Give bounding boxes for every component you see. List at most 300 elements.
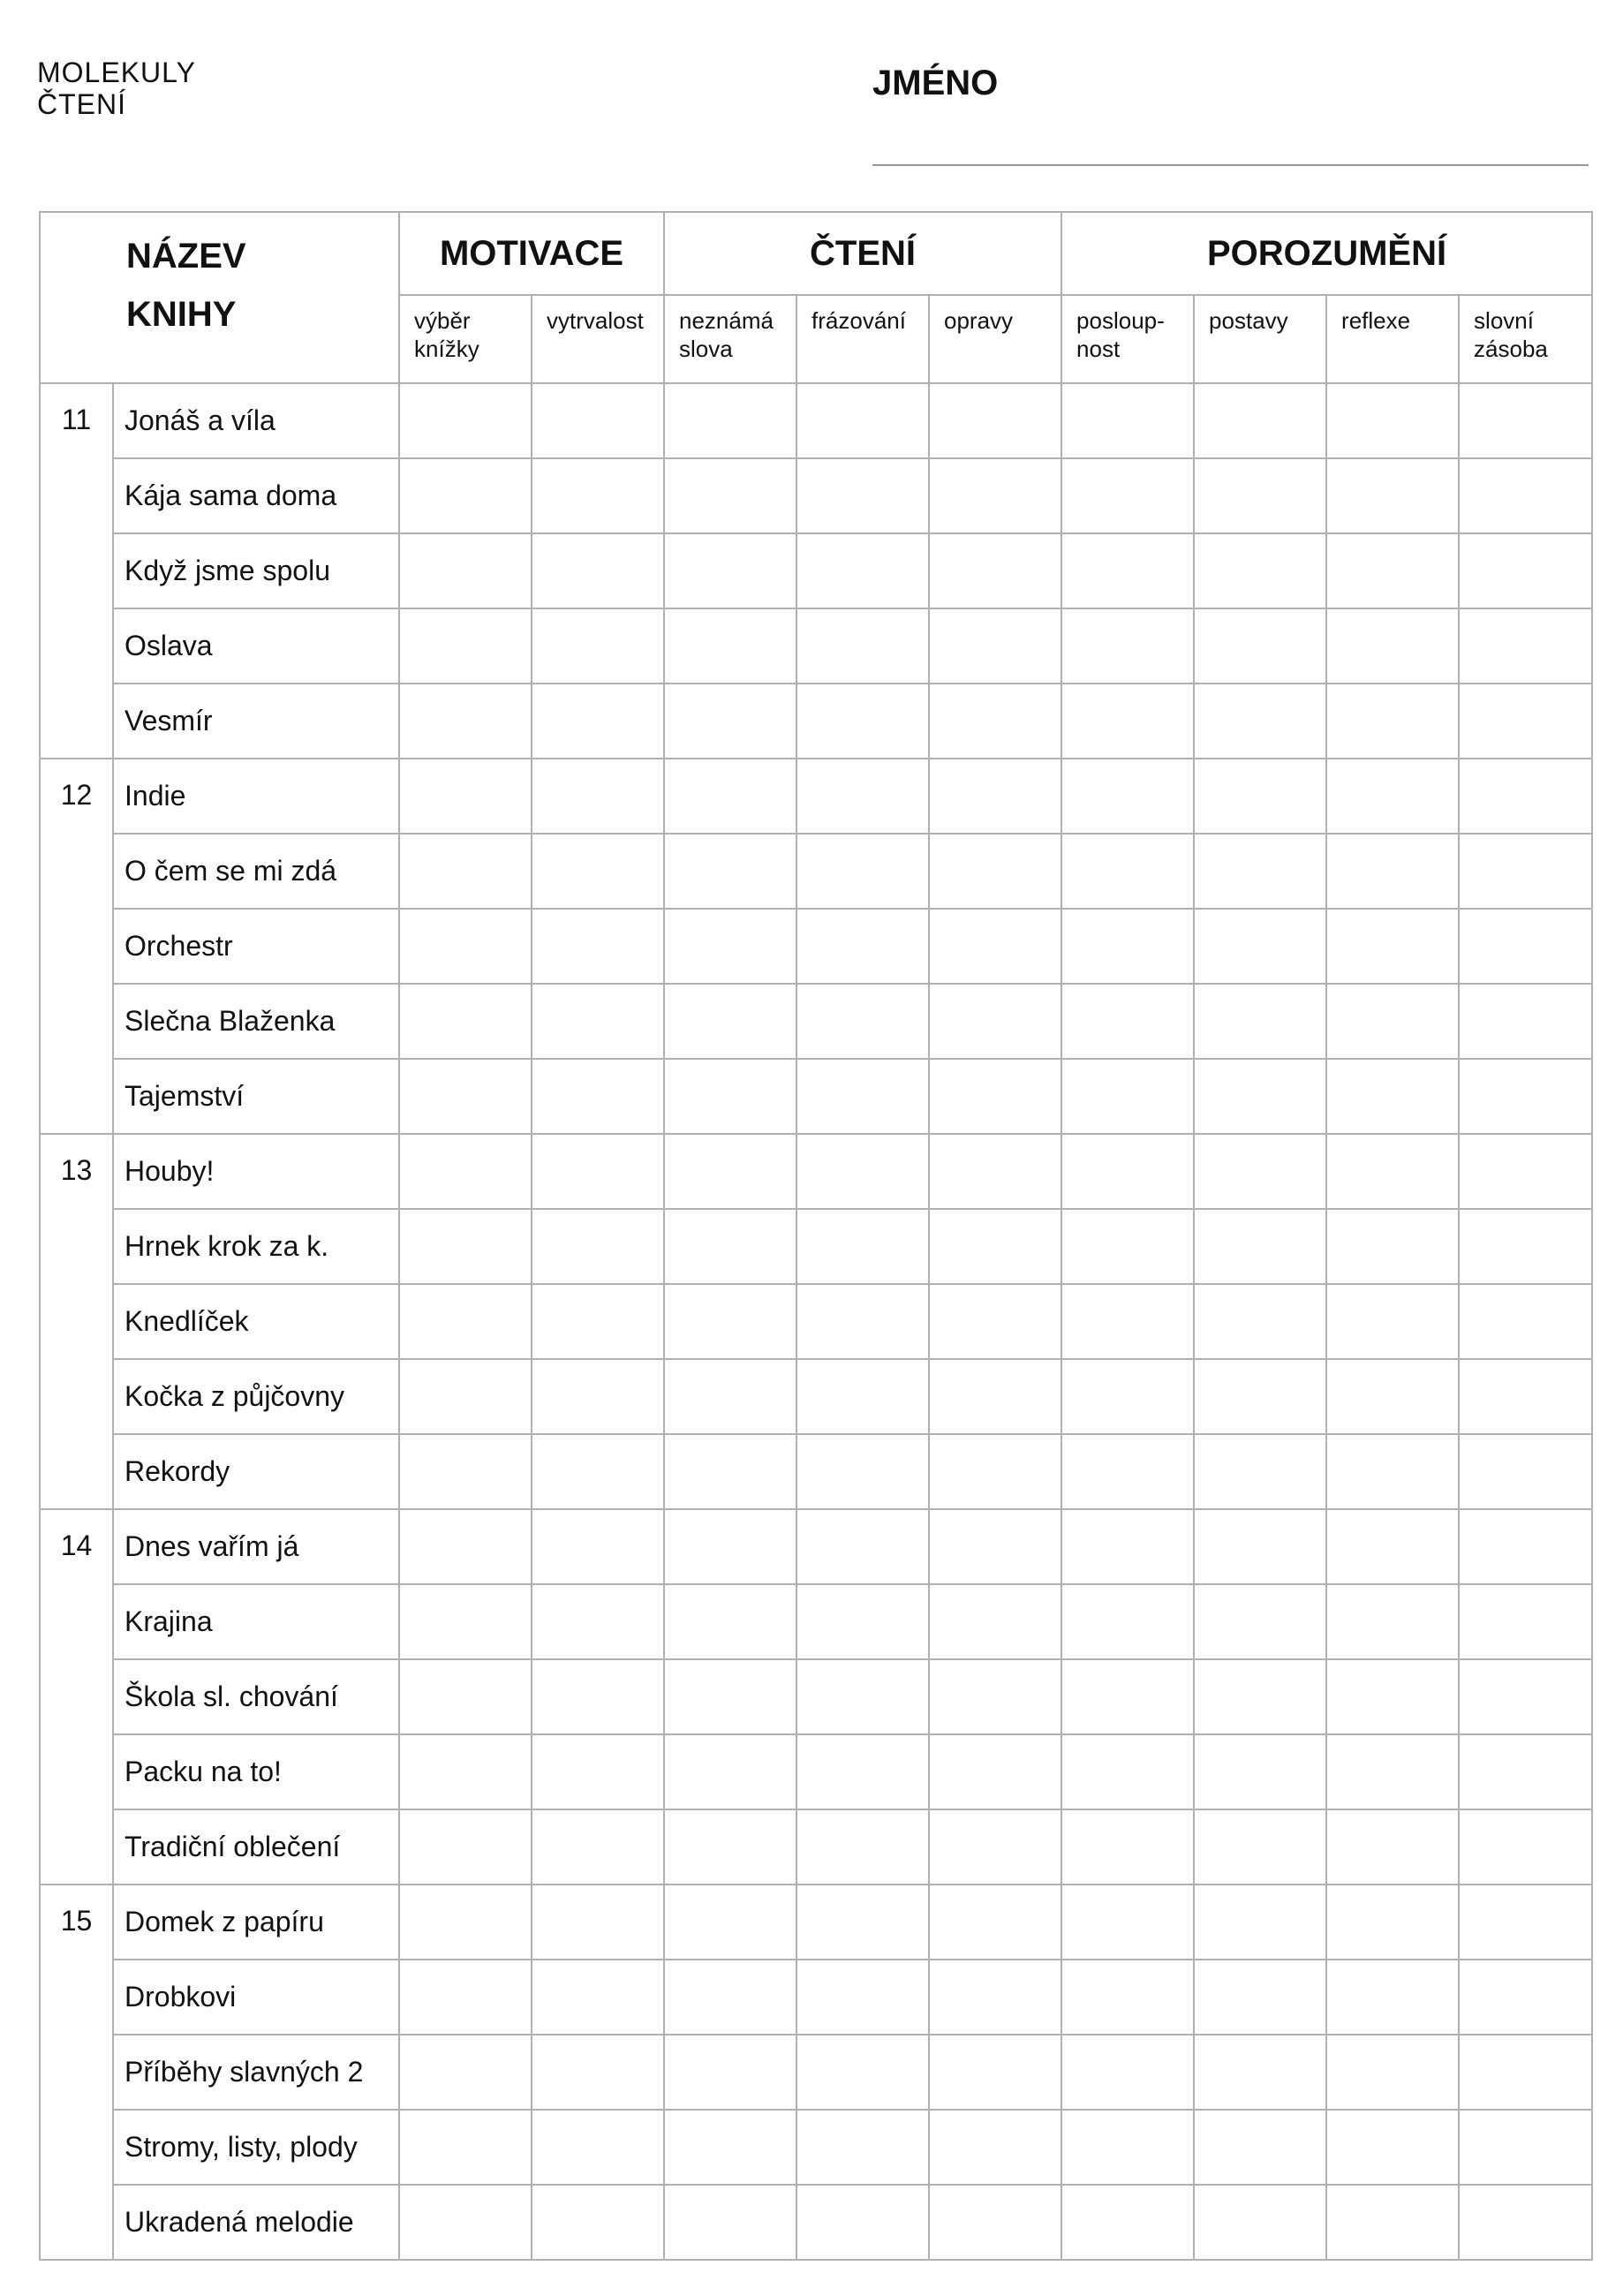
rating-cell[interactable]: [929, 2035, 1061, 2110]
rating-cell[interactable]: [664, 1059, 796, 1134]
rating-cell[interactable]: [796, 383, 929, 458]
rating-cell[interactable]: [399, 2035, 532, 2110]
book-title: Škola sl. chování: [113, 1659, 399, 1734]
book-title: Knedlíček: [113, 1284, 399, 1359]
rating-cell[interactable]: [1326, 1059, 1459, 1134]
rating-cell[interactable]: [532, 2035, 664, 2110]
rating-cell[interactable]: [1061, 1884, 1194, 1960]
rating-cell[interactable]: [796, 1734, 929, 1809]
column-header: posloup- nost: [1061, 295, 1194, 383]
rating-cell[interactable]: [399, 1509, 532, 1584]
book-title: Tajemství: [113, 1059, 399, 1134]
book-title: Drobkovi: [113, 1960, 399, 2035]
table-row: [40, 1434, 1592, 1509]
rating-cell[interactable]: [796, 759, 929, 834]
column-header: vytrvalost: [532, 295, 664, 383]
rating-cell[interactable]: [796, 834, 929, 909]
table-row: [40, 533, 1592, 608]
rating-cell[interactable]: [399, 458, 532, 533]
unit-number: 11: [40, 383, 113, 759]
rating-cell[interactable]: [1326, 1509, 1459, 1584]
table-row: [40, 834, 1592, 909]
rating-cell[interactable]: [664, 984, 796, 1059]
rating-cell[interactable]: [796, 1884, 929, 1960]
logo-line-2: ČTENÍ: [37, 88, 126, 120]
book-title: Orchestr: [113, 909, 399, 984]
book-title: Rekordy: [113, 1434, 399, 1509]
rating-cell[interactable]: [1459, 1434, 1592, 1509]
table-row: [40, 458, 1592, 533]
rating-cell[interactable]: [1326, 1434, 1459, 1509]
rating-cell[interactable]: [929, 759, 1061, 834]
rating-cell[interactable]: [929, 1659, 1061, 1734]
rating-cell[interactable]: [532, 1584, 664, 1659]
rating-cell[interactable]: [532, 1059, 664, 1134]
rating-cell[interactable]: [664, 1734, 796, 1809]
table-row: [40, 1884, 1592, 1960]
rating-cell[interactable]: [1061, 1509, 1194, 1584]
book-title: Když jsme spolu: [113, 533, 399, 608]
rating-cell[interactable]: [1459, 1659, 1592, 1734]
rating-cell[interactable]: [532, 458, 664, 533]
rating-cell[interactable]: [399, 1960, 532, 2035]
rating-cell[interactable]: [1061, 2035, 1194, 2110]
rating-cell[interactable]: [664, 1359, 796, 1434]
book-title: Kája sama doma: [113, 458, 399, 533]
rating-cell[interactable]: [532, 909, 664, 984]
rating-cell[interactable]: [664, 1284, 796, 1359]
rating-cell[interactable]: [532, 1359, 664, 1434]
rating-cell[interactable]: [664, 1659, 796, 1734]
rating-cell[interactable]: [399, 759, 532, 834]
rating-cell[interactable]: [664, 1884, 796, 1960]
book-title: Příběhy slavných 2: [113, 2035, 399, 2110]
rating-cell[interactable]: [929, 1584, 1061, 1659]
rating-cell[interactable]: [399, 2110, 532, 2185]
book-title: Stromy, listy, plody: [113, 2110, 399, 2185]
rating-cell[interactable]: [1061, 383, 1194, 458]
rating-cell[interactable]: [1459, 1209, 1592, 1284]
logo: [37, 57, 196, 120]
rating-cell[interactable]: [929, 458, 1061, 533]
table-row: [40, 684, 1592, 759]
rating-cell[interactable]: [1459, 2035, 1592, 2110]
book-title-header-line-1: NÁZEV: [126, 237, 246, 276]
rating-cell[interactable]: [1459, 1059, 1592, 1134]
rating-cell[interactable]: [1061, 1584, 1194, 1659]
table-row: [40, 984, 1592, 1059]
rating-cell[interactable]: [796, 1960, 929, 2035]
unit-number: 14: [40, 1509, 113, 1884]
rating-cell[interactable]: [1061, 2185, 1194, 2260]
rating-cell[interactable]: [664, 2035, 796, 2110]
rating-cell[interactable]: [532, 684, 664, 759]
rating-cell[interactable]: [1459, 458, 1592, 533]
rating-cell[interactable]: [929, 1209, 1061, 1284]
rating-cell[interactable]: [929, 2110, 1061, 2185]
rating-cell[interactable]: [664, 2185, 796, 2260]
rating-cell[interactable]: [796, 1059, 929, 1134]
rating-cell[interactable]: [1459, 1134, 1592, 1209]
rating-cell[interactable]: [1326, 984, 1459, 1059]
table-row: [40, 1359, 1592, 1434]
table-row: [40, 383, 1592, 458]
rating-cell[interactable]: [664, 2110, 796, 2185]
rating-cell[interactable]: [796, 984, 929, 1059]
rating-cell[interactable]: [1326, 1209, 1459, 1284]
rating-cell[interactable]: [1061, 1134, 1194, 1209]
rating-cell[interactable]: [1459, 909, 1592, 984]
table-row: [40, 2035, 1592, 2110]
rating-cell[interactable]: [929, 1434, 1061, 1509]
table-row: [40, 1059, 1592, 1134]
rating-cell[interactable]: [532, 2110, 664, 2185]
rating-cell[interactable]: [929, 1134, 1061, 1209]
rating-cell[interactable]: [532, 1884, 664, 1960]
book-title-header-line-2: KNIHY: [126, 295, 237, 334]
rating-cell[interactable]: [399, 1359, 532, 1434]
group-header-cteni: ČTENÍ: [664, 212, 1061, 295]
rating-cell[interactable]: [796, 2035, 929, 2110]
rating-cell[interactable]: [796, 1134, 929, 1209]
rating-cell[interactable]: [532, 984, 664, 1059]
rating-cell[interactable]: [1326, 2185, 1459, 2260]
rating-cell[interactable]: [664, 1134, 796, 1209]
rating-cell[interactable]: [1061, 1359, 1194, 1434]
rating-cell[interactable]: [1194, 2185, 1326, 2260]
rating-cell[interactable]: [929, 984, 1061, 1059]
rating-cell[interactable]: [1459, 2110, 1592, 2185]
table-row: [40, 1809, 1592, 1884]
rating-cell[interactable]: [796, 1434, 929, 1509]
rating-cell[interactable]: [796, 1659, 929, 1734]
column-header: frázování: [796, 295, 929, 383]
rating-cell[interactable]: [1459, 1960, 1592, 2035]
rating-cell[interactable]: [929, 1884, 1061, 1960]
rating-cell[interactable]: [399, 1659, 532, 1734]
rating-cell[interactable]: [796, 458, 929, 533]
rating-cell[interactable]: [1061, 1809, 1194, 1884]
rating-cell[interactable]: [1061, 759, 1194, 834]
rating-cell[interactable]: [664, 1960, 796, 2035]
rating-cell[interactable]: [1326, 684, 1459, 759]
rating-cell[interactable]: [1061, 1059, 1194, 1134]
rating-cell[interactable]: [1326, 1284, 1459, 1359]
book-title: Vesmír: [113, 684, 399, 759]
rating-cell[interactable]: [1061, 984, 1194, 1059]
rating-cell[interactable]: [1194, 1809, 1326, 1884]
rating-cell[interactable]: [399, 684, 532, 759]
rating-cell[interactable]: [929, 1809, 1061, 1884]
rating-cell[interactable]: [1194, 1884, 1326, 1960]
rating-cell[interactable]: [1459, 1584, 1592, 1659]
rating-cell[interactable]: [1061, 1734, 1194, 1809]
group-header-porozumeni: POROZUMĚNÍ: [1061, 212, 1592, 295]
rating-cell[interactable]: [399, 1434, 532, 1509]
book-title: Packu na to!: [113, 1734, 399, 1809]
rating-cell[interactable]: [929, 1734, 1061, 1809]
table-row: [40, 1509, 1592, 1584]
book-title: Dnes vařím já: [113, 1509, 399, 1584]
rating-cell[interactable]: [532, 533, 664, 608]
rating-cell[interactable]: [1061, 533, 1194, 608]
rating-cell[interactable]: [1194, 1284, 1326, 1359]
rating-cell[interactable]: [1459, 759, 1592, 834]
rating-cell[interactable]: [929, 533, 1061, 608]
rating-cell[interactable]: [1194, 533, 1326, 608]
rating-cell[interactable]: [1194, 458, 1326, 533]
rating-cell[interactable]: [1326, 1359, 1459, 1434]
rating-cell[interactable]: [1459, 1809, 1592, 1884]
group-header-motivace: MOTIVACE: [399, 212, 664, 295]
rating-cell[interactable]: [1459, 834, 1592, 909]
rating-cell[interactable]: [1194, 909, 1326, 984]
rating-cell[interactable]: [1326, 2110, 1459, 2185]
rating-cell[interactable]: [664, 1809, 796, 1884]
rating-cell[interactable]: [532, 1134, 664, 1209]
rating-cell[interactable]: [1459, 984, 1592, 1059]
rating-cell[interactable]: [399, 1059, 532, 1134]
rating-cell[interactable]: [929, 1284, 1061, 1359]
rating-cell[interactable]: [929, 383, 1061, 458]
rating-cell[interactable]: [1194, 1960, 1326, 2035]
logo-line-1: MOLEKULY: [37, 57, 196, 88]
rating-cell[interactable]: [1194, 1659, 1326, 1734]
name-label: JMÉNO: [872, 64, 999, 102]
column-header: reflexe: [1326, 295, 1459, 383]
rating-cell[interactable]: [399, 1134, 532, 1209]
rating-cell[interactable]: [1459, 533, 1592, 608]
rating-cell[interactable]: [532, 1659, 664, 1734]
book-title: Houby!: [113, 1134, 399, 1209]
rating-cell[interactable]: [1326, 1884, 1459, 1960]
rating-cell[interactable]: [796, 909, 929, 984]
rating-cell[interactable]: [532, 759, 664, 834]
table-row: [40, 1659, 1592, 1734]
rating-cell[interactable]: [1061, 684, 1194, 759]
rating-cell[interactable]: [796, 684, 929, 759]
rating-cell[interactable]: [664, 759, 796, 834]
rating-cell[interactable]: [399, 383, 532, 458]
name-input-line[interactable]: [872, 164, 1589, 166]
rating-cell[interactable]: [532, 1209, 664, 1284]
rating-cell[interactable]: [929, 1059, 1061, 1134]
rating-cell[interactable]: [1326, 2035, 1459, 2110]
rating-cell[interactable]: [664, 1509, 796, 1584]
column-header: opravy: [929, 295, 1061, 383]
book-title: Hrnek krok za k.: [113, 1209, 399, 1284]
table-body: [40, 383, 1592, 2260]
rating-cell[interactable]: [664, 608, 796, 684]
rating-cell[interactable]: [1326, 834, 1459, 909]
rating-cell[interactable]: [399, 909, 532, 984]
table-row: [40, 1734, 1592, 1809]
rating-cell[interactable]: [1194, 608, 1326, 684]
rating-cell[interactable]: [929, 1960, 1061, 2035]
rating-cell[interactable]: [399, 1884, 532, 1960]
rating-cell[interactable]: [1194, 1359, 1326, 1434]
rating-cell[interactable]: [399, 984, 532, 1059]
rating-cell[interactable]: [1459, 383, 1592, 458]
book-title: Indie: [113, 759, 399, 834]
rating-cell[interactable]: [1326, 1659, 1459, 1734]
rating-cell[interactable]: [532, 383, 664, 458]
rating-cell[interactable]: [399, 834, 532, 909]
rating-cell[interactable]: [796, 608, 929, 684]
rating-cell[interactable]: [1459, 1884, 1592, 1960]
rating-cell[interactable]: [532, 1734, 664, 1809]
rating-cell[interactable]: [1194, 759, 1326, 834]
column-header: neznámá slova: [664, 295, 796, 383]
rating-cell[interactable]: [1061, 1960, 1194, 2035]
column-header: postavy: [1194, 295, 1326, 383]
rating-cell[interactable]: [399, 2185, 532, 2260]
rating-cell[interactable]: [399, 1734, 532, 1809]
rating-cell[interactable]: [1061, 1434, 1194, 1509]
rating-cell[interactable]: [1194, 383, 1326, 458]
rating-cell[interactable]: [1326, 458, 1459, 533]
rating-cell[interactable]: [929, 909, 1061, 984]
book-title: Jonáš a víla: [113, 383, 399, 458]
rating-cell[interactable]: [532, 1509, 664, 1584]
rating-cell[interactable]: [532, 608, 664, 684]
rating-cell[interactable]: [1459, 684, 1592, 759]
rating-cell[interactable]: [399, 1809, 532, 1884]
rating-cell[interactable]: [664, 909, 796, 984]
rating-cell[interactable]: [929, 684, 1061, 759]
rating-cell[interactable]: [1194, 2035, 1326, 2110]
rating-cell[interactable]: [1459, 1284, 1592, 1359]
rating-cell[interactable]: [1326, 383, 1459, 458]
book-title: Domek z papíru: [113, 1884, 399, 1960]
book-title: Slečna Blaženka: [113, 984, 399, 1059]
book-title: Tradiční oblečení: [113, 1809, 399, 1884]
rating-cell[interactable]: [796, 2185, 929, 2260]
rating-cell[interactable]: [1326, 759, 1459, 834]
rating-cell[interactable]: [399, 1209, 532, 1284]
table-row: [40, 2110, 1592, 2185]
unit-number: 13: [40, 1134, 113, 1509]
rating-cell[interactable]: [796, 533, 929, 608]
rating-cell[interactable]: [1061, 2110, 1194, 2185]
rating-cell[interactable]: [1194, 1584, 1326, 1659]
rating-cell[interactable]: [1326, 1134, 1459, 1209]
column-header: výběr knížky: [399, 295, 532, 383]
rating-cell[interactable]: [1061, 909, 1194, 984]
rating-cell[interactable]: [532, 834, 664, 909]
rating-cell[interactable]: [532, 2185, 664, 2260]
rating-cell[interactable]: [664, 1434, 796, 1509]
table-row: [40, 759, 1592, 834]
book-title: Ukradená melodie: [113, 2185, 399, 2260]
rating-cell[interactable]: [796, 1809, 929, 1884]
rating-cell[interactable]: [1194, 1434, 1326, 1509]
rating-cell[interactable]: [1326, 1960, 1459, 2035]
rating-cell[interactable]: [1194, 1059, 1326, 1134]
table-row: [40, 1284, 1592, 1359]
rating-cell[interactable]: [664, 1209, 796, 1284]
rating-cell[interactable]: [1326, 608, 1459, 684]
rating-cell[interactable]: [1194, 1209, 1326, 1284]
rating-cell[interactable]: [664, 458, 796, 533]
rating-cell[interactable]: [929, 608, 1061, 684]
rating-cell[interactable]: [664, 383, 796, 458]
rating-cell[interactable]: [1061, 1284, 1194, 1359]
rating-cell[interactable]: [1459, 1734, 1592, 1809]
rating-cell[interactable]: [1326, 1809, 1459, 1884]
rating-cell[interactable]: [399, 533, 532, 608]
rating-cell[interactable]: [1194, 1734, 1326, 1809]
rating-cell[interactable]: [1061, 1209, 1194, 1284]
rating-cell[interactable]: [1194, 834, 1326, 909]
rating-cell[interactable]: [1194, 2110, 1326, 2185]
rating-cell[interactable]: [1194, 1134, 1326, 1209]
rating-cell[interactable]: [1326, 1584, 1459, 1659]
rating-cell[interactable]: [929, 1509, 1061, 1584]
rating-cell[interactable]: [664, 1584, 796, 1659]
rating-cell[interactable]: [929, 834, 1061, 909]
rating-cell[interactable]: [796, 1359, 929, 1434]
rating-cell[interactable]: [532, 1960, 664, 2035]
rating-cell[interactable]: [796, 1209, 929, 1284]
rating-cell[interactable]: [1194, 1509, 1326, 1584]
rating-cell[interactable]: [664, 533, 796, 608]
table-row: [40, 1134, 1592, 1209]
rating-cell[interactable]: [1326, 909, 1459, 984]
rating-cell[interactable]: [664, 834, 796, 909]
rating-cell[interactable]: [796, 1284, 929, 1359]
book-title: Kočka z půjčovny: [113, 1359, 399, 1434]
book-title-header: [40, 212, 399, 383]
rating-cell[interactable]: [399, 1584, 532, 1659]
column-header: slovní zásoba: [1459, 295, 1592, 383]
rating-cell[interactable]: [1326, 533, 1459, 608]
book-title: Krajina: [113, 1584, 399, 1659]
rating-cell[interactable]: [664, 684, 796, 759]
table-row: [40, 909, 1592, 984]
rating-cell[interactable]: [532, 1809, 664, 1884]
rating-cell[interactable]: [399, 1284, 532, 1359]
table-row: [40, 608, 1592, 684]
table-row: [40, 1960, 1592, 2035]
rating-cell[interactable]: [1459, 1509, 1592, 1584]
rating-cell[interactable]: [532, 1284, 664, 1359]
rating-cell[interactable]: [929, 2185, 1061, 2260]
table-row: [40, 2185, 1592, 2260]
table-row: [40, 1209, 1592, 1284]
unit-number: 15: [40, 1884, 113, 2260]
reading-assessment-table: [39, 211, 1593, 2261]
book-title: Oslava: [113, 608, 399, 684]
rating-cell[interactable]: [1326, 1734, 1459, 1809]
rating-cell[interactable]: [1061, 1659, 1194, 1734]
rating-cell[interactable]: [929, 1359, 1061, 1434]
rating-cell[interactable]: [1459, 1359, 1592, 1434]
rating-cell[interactable]: [1459, 608, 1592, 684]
rating-cell[interactable]: [1459, 2185, 1592, 2260]
rating-cell[interactable]: [1061, 458, 1194, 533]
rating-cell[interactable]: [796, 2110, 929, 2185]
rating-cell[interactable]: [796, 1584, 929, 1659]
rating-cell[interactable]: [1061, 608, 1194, 684]
rating-cell[interactable]: [532, 1434, 664, 1509]
rating-cell[interactable]: [399, 608, 532, 684]
unit-number: 12: [40, 759, 113, 1134]
rating-cell[interactable]: [1194, 684, 1326, 759]
rating-cell[interactable]: [796, 1509, 929, 1584]
rating-cell[interactable]: [1061, 834, 1194, 909]
rating-cell[interactable]: [1194, 984, 1326, 1059]
